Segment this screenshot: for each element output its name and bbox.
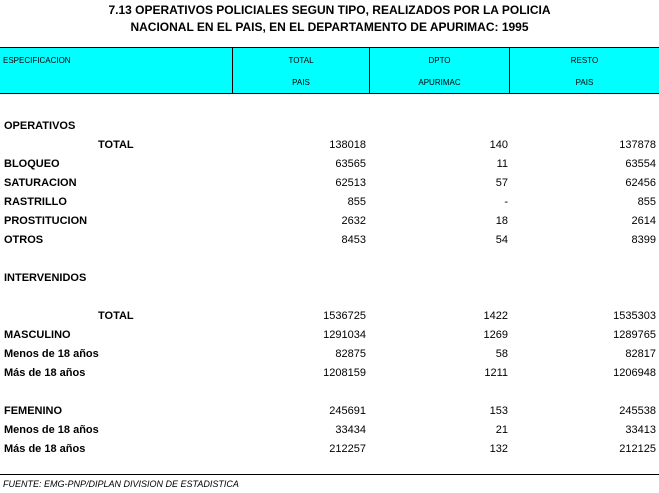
row-label: FEMENINO	[4, 405, 63, 417]
table-row	[0, 137, 659, 156]
table-row	[0, 213, 659, 232]
cell-total-pais: 138018	[329, 139, 366, 151]
cell-apurimac: 21	[495, 424, 508, 436]
row-label: BLOQUEO	[4, 158, 60, 170]
table-row	[0, 441, 659, 460]
row-label: INTERVENIDOS	[4, 272, 87, 284]
cell-apurimac: 54	[495, 234, 508, 246]
cell-total-pais: 245691	[329, 405, 366, 417]
row-label: PROSTITUCION	[4, 215, 88, 227]
cell-resto: 1206948	[613, 367, 656, 379]
page-subtitle: NACIONAL EN EL PAIS, EN EL DEPARTAMENTO DE APURIMAC: 1995	[130, 20, 529, 34]
cell-apurimac: 11	[496, 158, 508, 170]
footer-divider	[0, 474, 659, 475]
table-row	[0, 175, 659, 194]
row-label: TOTAL	[98, 139, 134, 151]
cell-total-pais: 33434	[335, 424, 366, 436]
row-label: RASTRILLO	[4, 196, 67, 208]
cell-apurimac: 1211	[484, 367, 508, 379]
cell-total-pais: 855	[347, 196, 366, 208]
table-row	[0, 327, 659, 346]
table-row	[0, 194, 659, 213]
cell-resto: 8399	[631, 234, 656, 246]
cell-resto: 82817	[625, 348, 656, 360]
cell-resto: 855	[637, 196, 656, 208]
cell-resto: 137878	[619, 139, 656, 151]
cell-apurimac: 18	[495, 215, 508, 227]
header-resto-pais	[509, 48, 659, 93]
row-label: SATURACION	[4, 177, 77, 189]
cell-total-pais: 63565	[335, 158, 366, 170]
header-resto-pais-label: PAIS	[575, 78, 594, 87]
cell-resto: 33413	[625, 424, 656, 436]
header-resto-label: RESTO	[570, 56, 599, 65]
header-total-pais	[232, 48, 369, 93]
header-dpto-apurimac	[369, 48, 509, 93]
cell-total-pais: 1208159	[323, 367, 366, 379]
table-header	[0, 47, 659, 94]
section-intervenidos	[0, 270, 659, 289]
cell-total-pais: 212257	[329, 443, 366, 455]
table-row	[0, 308, 659, 327]
cell-resto: 245538	[619, 405, 656, 417]
cell-resto: 212125	[619, 443, 656, 455]
row-label: OPERATIVOS	[4, 120, 76, 132]
source-note: FUENTE: EMG-PNP/DIPLAN DIVISION DE ESTADISTICA	[3, 479, 239, 489]
cell-apurimac: -	[504, 196, 508, 208]
cell-resto: 62456	[625, 177, 656, 189]
row-label: Menos de 18 años	[4, 348, 99, 360]
cell-apurimac: 1269	[483, 329, 508, 341]
cell-apurimac: 58	[495, 348, 508, 360]
table-row	[0, 422, 659, 441]
cell-total-pais: 62513	[335, 177, 366, 189]
cell-total-pais: 82875	[335, 348, 366, 360]
cell-apurimac: 153	[489, 405, 508, 417]
cell-total-pais: 2632	[341, 215, 366, 227]
row-label: MASCULINO	[4, 329, 71, 341]
cell-total-pais: 1536725	[323, 310, 366, 322]
cell-total-pais: 1291034	[323, 329, 366, 341]
cell-apurimac: 140	[489, 139, 508, 151]
table-row	[0, 232, 659, 251]
header-especificacion	[0, 48, 232, 93]
row-label: Menos de 18 años	[4, 424, 99, 436]
header-dpto-label: DPTO	[428, 56, 451, 65]
header-apurimac-label: APURIMAC	[418, 78, 461, 87]
table-row	[0, 346, 659, 365]
cell-apurimac: 57	[495, 177, 508, 189]
cell-apurimac: 132	[489, 443, 508, 455]
cell-resto: 63554	[625, 158, 656, 170]
row-label: Más de 18 años	[4, 367, 86, 379]
table-row	[0, 403, 659, 422]
row-label: Más de 18 años	[4, 443, 86, 455]
header-pais-label: PAIS	[292, 78, 310, 87]
table-row	[0, 365, 659, 384]
row-label: OTROS	[4, 234, 44, 246]
cell-total-pais: 8453	[341, 234, 366, 246]
header-especificacion-label: ESPECIFICACION	[3, 56, 71, 65]
row-label: TOTAL	[98, 310, 134, 322]
cell-resto: 1289765	[613, 329, 656, 341]
table-row	[0, 156, 659, 175]
page-title: 7.13 OPERATIVOS POLICIALES SEGUN TIPO, REALIZADOS POR LA POLICIA	[108, 3, 551, 17]
section-operativos	[0, 118, 659, 137]
cell-resto: 1535303	[613, 310, 656, 322]
header-total-label: TOTAL	[288, 56, 314, 65]
cell-apurimac: 1422	[483, 310, 508, 322]
cell-resto: 2614	[631, 215, 656, 227]
